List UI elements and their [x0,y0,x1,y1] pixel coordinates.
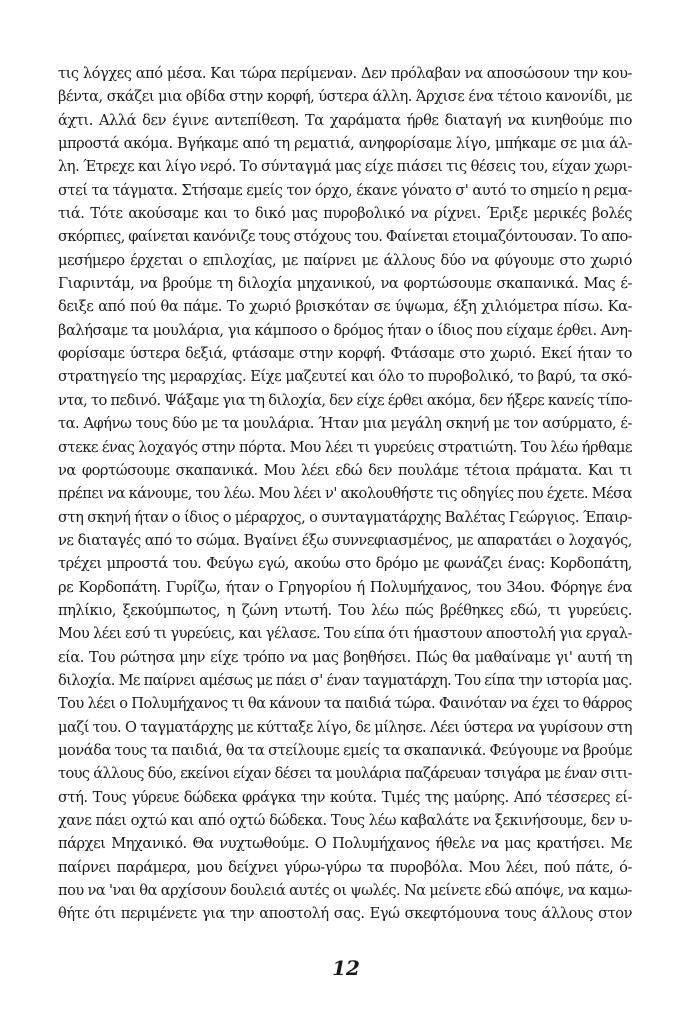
text-line: μπροστά ακόμα. Βγήκαμε από τη ρεματιά, ανηφορίσαμε λίγο, μπήκαμε σε μια άλ- [58,135,632,153]
text-line: τρέχει μπροστά του. Φεύγω εγώ, ακούω στο δρόμο με φωνάζει ένας: Κορδοπάτη, [58,555,632,573]
text-line: Του λέει ο Πολυμήχανος τι θα κάνουν τα παιδιά τώρα. Φαινόταν να έχει το θάρρος [58,695,632,713]
text-line: πηλίκιο, ξεκούμπωτος, η ζώνη ντωτή. Του λέω πώς βρέθηκες εδώ, τι γυρεύεις. [58,601,632,619]
text-line: στεί τα τάγματα. Στήσαμε εμείς τον όρχο, έκανε γόνατο σ' αυτό το σημείο η ρεμα- [58,181,632,199]
text-line: δειξε από πού θα πάμε. Το χωριό βρισκόταν σε ύψωμα, έξη χιλιόμετρα πίσω. Κα- [58,298,632,316]
text-line: στεκε ένας λοχαγός στην πόρτα. Μου λέει τι γυρεύεις στρατιώτη. Του λέω ήρθαμε [58,438,632,456]
text-line: μαζί του. Ο ταγματάρχης με κύτταξε λίγο, δε μίλησε. Λέει ύστερα να γυρίσουν στη [58,718,632,736]
text-line: βαλήσαμε τα μουλάρια, για κάμποσο ο δρόμος ήταν ο ίδιος που είχαμε έρθει. Ανη- [58,321,632,339]
text-line: λη. Έτρεχε και λίγο νερό. Το σύνταγμά μας είχε πιάσει τις θέσεις του, είχαν χωρι- [58,158,632,176]
text-line: να φορτώσουμε σκαπανικά. Μου λέει εδώ δεν πουλάμε τέτοια πράματα. Και τι [58,461,632,479]
text-line: άχτι. Αλλά δεν έγινε αντεπίθεση. Τα χαράματα ήρθε διαταγή να κινηθούμε πιο [58,111,632,129]
text-line: στή. Τους γύρευε δώδεκα φράγκα την κούτα. Τιμές της μαύρης. Από τέσσερες εί- [58,788,632,806]
text-line: Μου λέει εσύ τι γυρεύεις, και γέλασε. Του είπα ότι ήμαστουν αποστολή για εργαλ- [58,625,632,643]
text-line: που να 'ναι θα αρχίσουν δουλειά αυτές οι ψωλές. Να μείνετε εδώ απόψε, να καμω- [58,882,632,900]
text-line: στρατηγείο της μεραρχίας. Είχε μαζευτεί και όλο το πυροβολικό, το βαρύ, τα σκό- [58,368,632,386]
text-line: νε διαταγές από το σώμα. Βγαίνει έξω συννεφιασμένος, με απαρατάει ο λοχαγός, [58,531,632,549]
page-number: 12 [332,956,360,980]
text-line: τις λόγχες από μέσα. Και τώρα περίμεναν. Δεν πρόλαβαν να αποσώσουν την κου- [58,65,632,82]
text-line: παίρνει παράμερα, μου δείχνει γύρω-γύρω τα πυροβόλα. Μου λέει, πού πάτε, ό- [58,858,632,876]
text-line: σκόρπιες, φαίνεται κανόνιζε τους στόχους του. Φαίνεται ετοιμαζόντουσαν. Το απο- [58,228,632,246]
text-line: πρέπει να κάνουμε, του λέω. Μου λέει ν' ακολουθήστε τις οδηγίες που έχετε. Μέσα [58,485,632,503]
text-line: βέντα, σκάζει μια οβίδα στην κορφή, ύστερα άλλη. Άρχισε ένα τέτοιο κανονίδι, με [58,88,632,106]
text-line: στη σκηνή ήταν ο ίδιος ο μέραρχος, ο συνταγματάρχης Βαλέτας Γεώργιος. Έπαιρ- [58,508,632,526]
text-line: εία. Του ρώτησα μην είχε τρόπο να μας βοηθήσει. Πώς θα μαθαίναμε γι' αυτή τη [58,648,632,666]
text-line: χανε πάει οχτώ και από οχτώ δώδεκα. Τους λέω καβαλάτε να ξεκινήσουμε, δεν υ- [58,812,632,829]
text-line: ντα, το πεδινό. Ψάξαμε για τη διλοχία, δεν είχε έρθει ακόμα, δεν ήξερε κανείς τίπο- [58,391,632,409]
text-line: πάρχει Μηχανικό. Θα νυχτωθούμε. Ο Πολυμήχανος ήθελε να μας κρατήσει. Με [58,835,632,853]
text-line: μεσήμερο έρχεται ο επιλοχίας, με παίρνει με άλλους δύο να φύγουμε στο χωριό [58,251,632,269]
text-line: διλοχία. Με παίρνει αμέσως με πάει σ' έναν ταγματάρχη. Του είπα την ιστορία μας. [58,671,632,689]
text-line: ρε Κορδοπάτη. Γυρίζω, ήταν ο Γρηγορίου ή Πολυμήχανος, του 34ου. Φόρηγε ένα [58,578,632,596]
text-line: τιά. Τότε ακούσαμε και το δικό μας πυροβολικό να ρίχνει. Έριξε μερικές βολές [58,205,632,223]
text-line: μονάδα τους τα παιδιά, θα τα στείλουμε εμείς τα σκαπανικά. Φεύγουμε να βρούμε [58,741,632,759]
text-line: θήτε ότι περιμένετε για την αποστολή σας. Εγώ σκεφτόμουνα τους άλλους στον [58,905,632,923]
text-line: τους άλλους δύο, εκείνοι είχαν δέσει τα μουλάρια παζάρευαν τσιγάρα με έναν σιτι- [58,765,632,783]
text-line: Γιαριντάμ, να βρούμε τη διλοχία μηχανικού, να φορτώσουμε σκαπανικά. Μας έ- [58,275,632,293]
text-line: φορίσαμε ύστερα δεξιά, φτάσαμε στην κορφή. Φτάσαμε στο χωριό. Εκεί ήταν το [58,345,632,363]
text-line: τα. Αφήνω τους δύο με τα μουλάρια. Ήταν μια μεγάλη σκηνή με τον ασύρματο, έ- [58,415,632,433]
body-text [58,62,632,926]
